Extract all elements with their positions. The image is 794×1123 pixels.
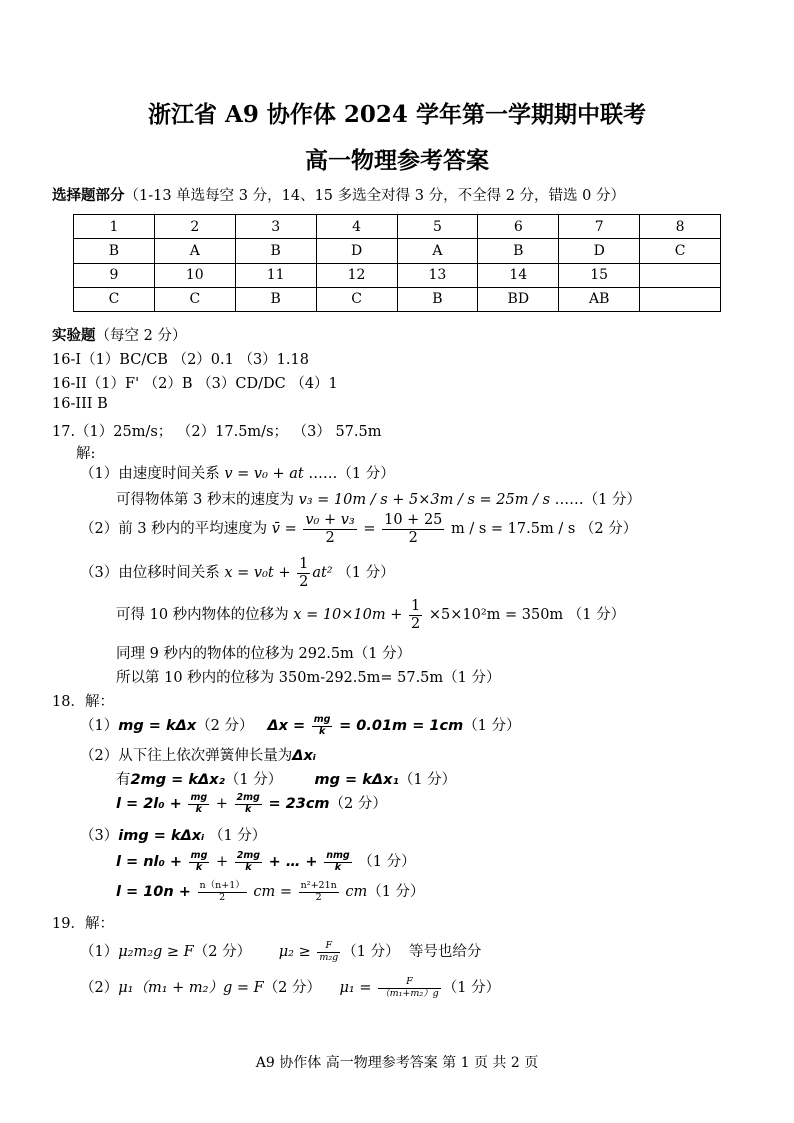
table-cell: 5 [397,215,478,239]
q18-step1 [80,714,521,737]
q17-step3d: 所以第 10 秒内的位移为 350m-292.5m= 57.5m（1 分） [116,670,501,686]
q19-step2-label: （2） [80,980,119,996]
q17-x-eq: x = v₀t + [224,565,291,582]
table-cell: 8 [640,215,721,239]
q17-step3-text: （3）由位移时间关系 [80,565,220,582]
q17-step3b [116,598,625,632]
q18-step2b-score1: （1 分） [224,772,283,788]
table-cell: 10 [154,263,235,287]
q17-frac-1025: $\frac{10 + 25}{2}$ [384,512,443,546]
experiment-heading-line [52,324,186,345]
q17-step1 [80,462,395,483]
table-cell [640,287,721,311]
q18-step3c-mid: cm = [253,884,293,900]
q18-step1-score1: （2 分） [196,718,254,734]
q18-step2b [116,768,456,789]
q18-step3-eq: img = kΔxᵢ [118,828,205,844]
q17-step2: （2）前 3 秒内的平均速度为 v̄ = $\frac{\text{v₀ + v₃}}{2}$ = $\frac{10 + 25}{2}$ m / s = 17.5m / s （2 分） [80,512,638,546]
q17-step3b-score: （1 分） [567,607,626,624]
table-cell: 3 [235,215,316,239]
table-row [74,263,721,287]
q18-step2b-eq1: 2mg = kΔx₂ [130,772,225,788]
table-cell [640,263,721,287]
q17-step1-eq: v = v₀ + at [224,466,304,482]
q19-step2 [80,976,500,999]
q18-step3b: l = nl₀ + $\frac{mg}{k}$ + $\frac{2mg}{k}$ + … + $\frac{\text{nmg}}{k}$ （1 分） [116,849,416,873]
q17-jie: 解: [76,446,96,462]
exp-line-16-2: 16-II（1）F' （2）B （3）CD/DC （4）1 [52,376,338,392]
q19-step1-label: （1） [80,944,119,960]
table-row [74,287,721,311]
page-footer: A9 协作体 高一物理参考答案 第 1 页 共 2 页 [255,1055,539,1071]
table-cell: 13 [397,263,478,287]
q17-step3c: 同理 9 秒内的物体的位移为 292.5m（1 分） [116,646,412,662]
table-row [74,239,721,263]
q17-step1b-eq: v₃ = 10m / s + 5×3m / s = 25m / s [298,492,551,508]
table-cell: 15 [559,263,640,287]
q19-step1-eq: μ₂m₂g ≥ F [118,944,194,960]
q18-step3b-eq: l = nl₀ + [116,854,183,870]
choice-heading: 选择题部分 [52,187,125,204]
q17-step1b [116,488,641,509]
q19-step1-note: 等号也给分 [408,944,482,960]
q17-frac-half-2: $\frac{1}{2}$ [411,598,421,632]
q17-frac-v0v3: $\frac{\text{v₀ + v₃}}{2}$ [305,512,355,546]
q19-frac-F-m2g: $\frac{F}{\text{m₂g}}$ [319,939,339,963]
table-row [74,215,721,239]
q17-x10-eq: x = 10×10m + [293,607,403,624]
q17-step1-score: ……（1 分） [308,466,395,482]
table-cell: AB [559,287,640,311]
q18-step2c-tail: = 23cm [268,796,330,812]
q19-step2-score2: （1 分） [442,980,501,996]
table-cell: 7 [559,215,640,239]
q17-step1b-text: 可得物体第 3 秒末的速度为 [116,492,294,508]
q18-frac-n2-21n: $\frac{\text{n²+21n}}{2}$ [300,879,337,903]
q17-step2-tail: m / s = 17.5m / s [451,521,576,538]
table-cell: 6 [478,215,559,239]
q18-heading: 18．解： [52,694,114,710]
table-cell: BD [478,287,559,311]
q17-step2-score: （2 分） [579,521,638,538]
table-cell: C [316,287,397,311]
q18-step1-eq2b: = 0.01m = 1cm [339,718,464,734]
q19-step1 [80,940,481,963]
table-cell: 1 [74,215,155,239]
q18-frac-2mg-k-2: $\frac{2mg}{k}$ [236,849,261,873]
q18-step1-eq2a: Δx = [267,718,306,734]
q18-step3c-tail: cm [345,884,368,900]
table-cell: C [640,239,721,263]
q18-step3c-score: （1 分） [367,884,425,900]
table-cell: C [154,287,235,311]
q19-step1-eq2: μ₂ ≥ [278,944,311,960]
table-cell: C [74,287,155,311]
q18-frac-mg-k-3: $\frac{mg}{k}$ [190,849,208,873]
q18-step2-var: Δxᵢ [292,748,316,764]
exp-line-16-3: 16-III B [52,396,108,412]
q18-step1-label: （1） [80,718,119,734]
q17-step3b-tail: ×5×10²m = 350m [428,607,564,624]
q18-step3c-eq: l = 10n + [116,884,191,900]
table-cell: B [478,239,559,263]
q17-answers: 17.（1）25m/s； （2）17.5m/s； （3） 57.5m [52,424,382,440]
table-cell: A [154,239,235,263]
q17-frac-half: $\frac{1}{2}$ [299,556,309,590]
q17-step1b-score: ……（1 分） [554,492,642,508]
q18-step3-score: （1 分） [208,828,267,844]
q18-step3c [116,880,425,903]
q18-frac-2mg-k: $\frac{2mg}{k}$ [236,791,260,815]
q18-step2b-eq2: mg = kΔx₁ [314,772,399,788]
q18-step1-score2: （1 分） [463,718,521,734]
table-cell: D [316,239,397,263]
q19-step1-score2: （1 分） [342,944,400,960]
q17-step2-text: （2）前 3 秒内的平均速度为 [80,521,268,538]
q18-step2b-score2: （1 分） [398,772,457,788]
q18-frac-nn1: $\frac{n(n+1)}{2}$ [199,879,245,903]
answer-table [73,214,721,312]
q19-heading: 19．解： [52,916,114,932]
q18-step3 [80,824,266,845]
q18-step3b-mid: + … + [268,854,318,870]
table-cell: B [235,287,316,311]
q18-step2c-eq: l = 2l₀ + [116,796,182,812]
q17-step3 [80,556,395,590]
q18-step3-label: （3） [80,828,119,844]
q17-step3-score: （1 分） [337,565,395,582]
q18-frac-mg-k: $\frac{mg}{k}$ [313,713,331,737]
table-cell: 14 [478,263,559,287]
q17-vbar: v̄ [271,521,280,538]
choice-note: （1-13 单选每空 3 分，14、15 多选全对得 3 分，不全得 2 分，错选 0 分） [124,188,625,204]
page-title: 浙江省 A9 协作体 2024 学年第一学期期中联考 [148,101,646,128]
q19-step2-eq2: μ₁ = [339,980,372,996]
q17-at2: at² [312,565,333,582]
experiment-note: （每空 2 分） [95,328,187,344]
q17-step1-text: （1）由速度时间关系 [80,466,220,482]
page-subtitle: 高一物理参考答案 [305,147,489,174]
table-cell: 4 [316,215,397,239]
table-cell: B [235,239,316,263]
q18-step2-text: （2）从下往上依次弹簧伸长量为 [80,748,293,764]
table-cell: 12 [316,263,397,287]
table-cell: 2 [154,215,235,239]
table-cell: B [74,239,155,263]
exp-line-16-1: 16-I（1）BC/CB （2）0.1 （3）1.18 [52,352,309,368]
q18-step2 [80,744,316,765]
table-cell: 11 [235,263,316,287]
q18-frac-mg-k-2: $\frac{mg}{k}$ [190,791,208,815]
q18-frac-nmg-k: $\frac{\text{nmg}}{k}$ [326,849,350,873]
choice-heading-line [52,184,625,205]
table-cell: B [397,287,478,311]
q18-step1-eq1: mg = kΔx [118,718,197,734]
q18-step3b-score: （1 分） [358,854,416,870]
q18-step2c: l = 2l₀ + $\frac{mg}{k}$ + $\frac{2mg}{k}$ = 23cm（2 分） [116,791,387,815]
q19-step2-eq: μ₁（m₁ + m₂）g = F [118,980,264,996]
q18-step2c-score: （2 分） [329,796,387,812]
q19-step2-score1: （2 分） [263,980,322,996]
table-cell: 9 [74,263,155,287]
q19-frac-F-m1m2g: $\frac{F}{\text{（m₁+m₂）g}}$ [380,975,439,999]
q17-step3b-text: 可得 10 秒内物体的位移为 [116,607,289,624]
q19-step1-score1: （2 分） [193,944,252,960]
table-cell: D [559,239,640,263]
experiment-heading: 实验题 [52,327,96,344]
q18-step2b-prefix: 有 [116,772,131,788]
table-cell: A [397,239,478,263]
